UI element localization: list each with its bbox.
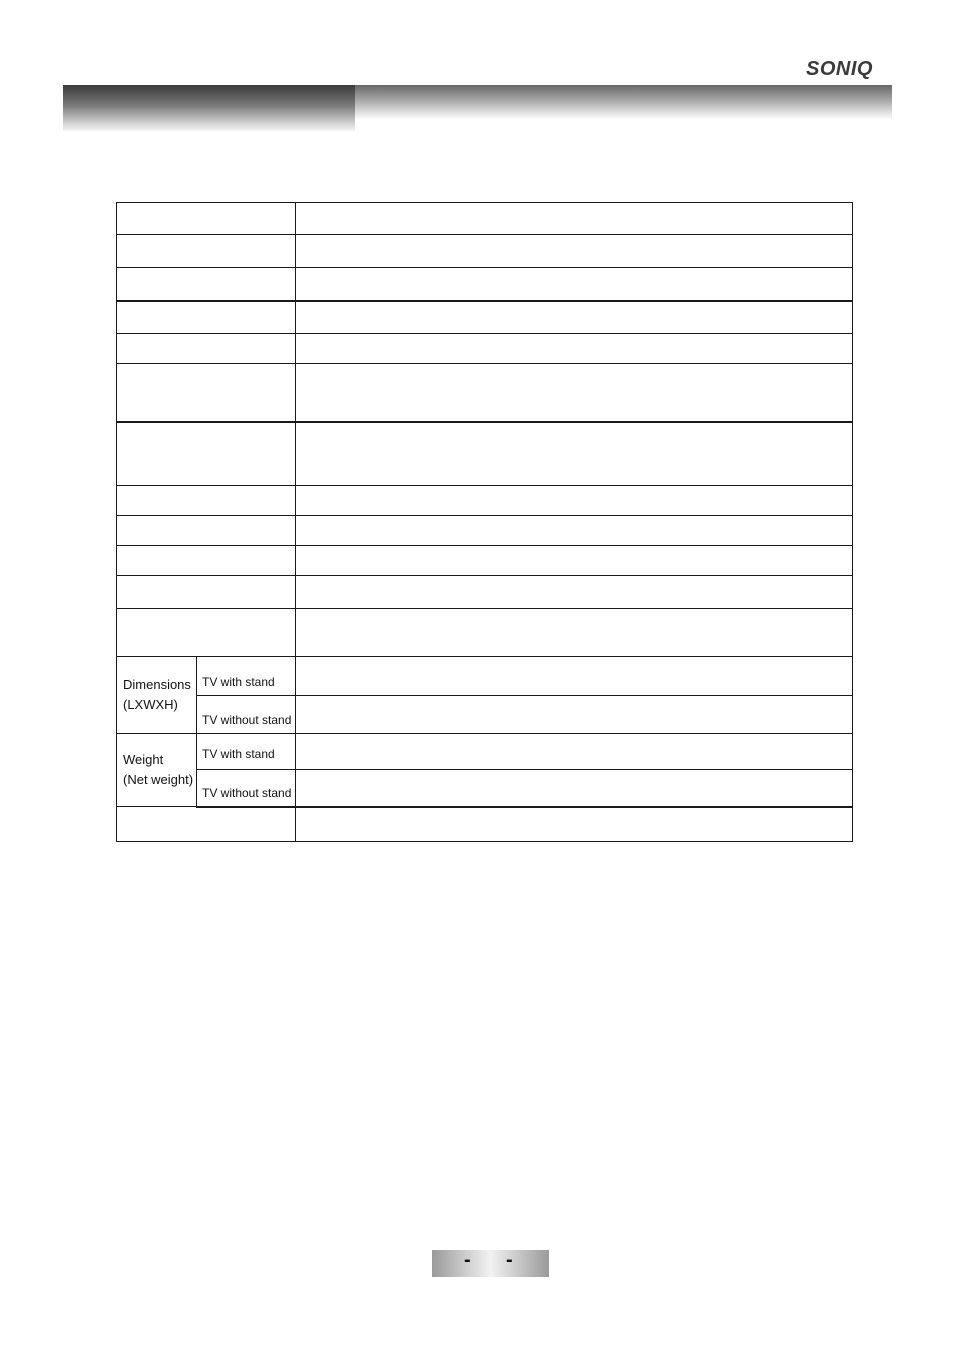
table-row-weight-with-stand [117, 734, 853, 770]
page-dash-right: - [506, 1249, 513, 1271]
weight-with-stand-label: TV with stand [197, 734, 296, 770]
spec-label-cell [117, 268, 296, 301]
table-row [117, 576, 853, 609]
spec-label-cell [117, 609, 296, 657]
weight-unit-label: (Net weight) [123, 772, 194, 787]
dimensions-label: Dimensions [123, 677, 191, 692]
spec-label-cell [117, 422, 296, 486]
spec-value-cell [296, 486, 853, 516]
page-dash-left: - [464, 1249, 471, 1271]
spec-label-cell [117, 546, 296, 576]
spec-value-cell [296, 334, 853, 364]
spec-value-cell [296, 268, 853, 301]
table-row [117, 546, 853, 576]
dimensions-with-stand-label: TV with stand [197, 657, 296, 696]
page-number-box [432, 1250, 549, 1277]
weight-without-stand-label: TV without stand [197, 770, 296, 807]
dimensions-label-cell [117, 657, 197, 734]
spec-value-cell [296, 422, 853, 486]
table-row [117, 486, 853, 516]
table-row [117, 516, 853, 546]
weight-label-cell [117, 734, 197, 807]
spec-value-cell [296, 301, 853, 334]
spec-label-cell [117, 364, 296, 422]
spec-value-cell [296, 807, 853, 842]
table-row [117, 235, 853, 268]
spec-value-cell [296, 235, 853, 268]
table-row [117, 268, 853, 301]
spec-value-cell [296, 516, 853, 546]
spec-value-cell [296, 364, 853, 422]
spec-value-cell [296, 576, 853, 609]
spec-label-cell [117, 576, 296, 609]
table-row [117, 609, 853, 657]
weight-with-stand-value [296, 734, 853, 770]
table-row [117, 364, 853, 422]
brand-logo-text: SONIQ [806, 58, 873, 79]
table-row-weight-without-stand [117, 770, 853, 807]
table-row-dimensions-with-stand [117, 657, 853, 696]
table-row [117, 807, 853, 842]
table-row-dimensions-without-stand [117, 696, 853, 734]
weight-without-stand-value [296, 770, 853, 807]
spec-label-cell [117, 235, 296, 268]
spec-label-cell [117, 334, 296, 364]
dimensions-without-stand-label: TV without stand [197, 696, 296, 734]
spec-label-cell [117, 486, 296, 516]
brand-logo [806, 57, 892, 79]
dimensions-without-stand-value [296, 696, 853, 734]
spec-label-cell [117, 516, 296, 546]
dimensions-with-stand-value [296, 657, 853, 696]
spec-value-cell [296, 546, 853, 576]
dimensions-unit-label: (LXWXH) [123, 697, 178, 712]
spec-label-cell [117, 301, 296, 334]
spec-value-cell [296, 203, 853, 235]
table-row [117, 422, 853, 486]
table-row [117, 203, 853, 235]
header-bar-right [355, 85, 892, 119]
header-bar-left [63, 85, 355, 131]
table-row [117, 334, 853, 364]
spec-value-cell [296, 609, 853, 657]
spec-label-cell [117, 203, 296, 235]
spec-label-cell [117, 807, 296, 842]
weight-label: Weight [123, 752, 164, 767]
table-row [117, 301, 853, 334]
specification-table [116, 202, 853, 842]
